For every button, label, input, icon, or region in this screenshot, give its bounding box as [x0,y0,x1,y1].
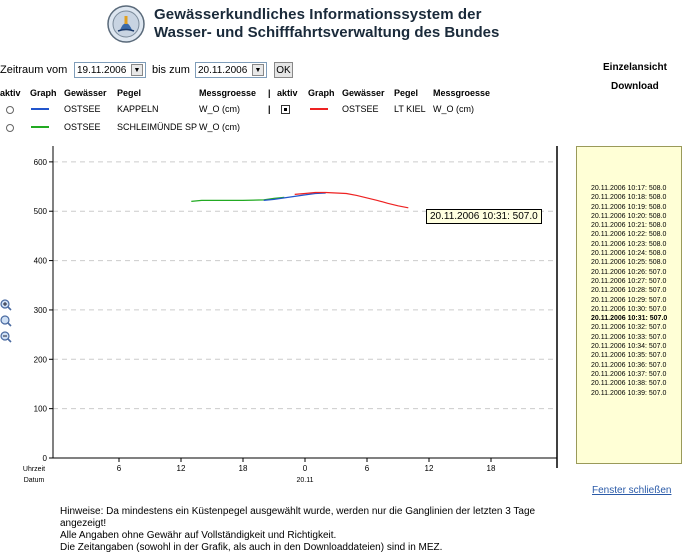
x-tick-label: 6 [116,464,122,473]
row-measure: W_O (cm) [199,122,240,132]
y-tick-label: 600 [33,157,47,167]
value-list-item: 20.11.2006 10:23: 508.0 [591,240,667,248]
y-tick-label: 0 [42,454,47,463]
value-list-item: 20.11.2006 10:29: 507.0 [591,296,667,304]
col-header-active-right: aktiv [277,88,298,98]
date-to-value: 20.11.2006 [198,64,248,76]
hint-line: Die Zeitangaben (sowohl in der Grafik, als auch in den Downloaddateien) sind in MEZ. [60,542,443,553]
value-list-item: 20.11.2006 10:34: 507.0 [591,343,667,351]
wsv-logo [106,4,146,44]
zoom-out-icon[interactable] [0,330,12,342]
hint-line: Hinweise: Da mindestens ein Küstenpegel ausgewählt wurde, werden nur die Ganglinien der letzten 3 Tage angezeigt! [60,506,536,529]
y-tick-label: 500 [33,207,47,217]
row-water: OSTSEE [64,104,101,114]
value-list-item: 20.11.2006 10:24: 508.0 [591,250,667,258]
row-measure: W_O (cm) [433,104,474,114]
col-header-water-right: Gewässer [342,88,385,98]
row-water: OSTSEE [64,122,101,132]
row-measure: W_O (cm) [199,104,240,114]
x-tick-label: 18 [486,464,496,473]
date-from-value: 19.11.2006 [77,64,127,76]
col-header-gauge: Pegel [117,88,142,98]
x-tick-label: 18 [238,464,248,473]
row-gauge: SCHLEIMÜNDE SP [117,122,198,132]
value-list-item: 20.11.2006 10:37: 507.0 [591,370,667,378]
page-title-line1: Gewässerkundliches Informationssystem der [154,6,482,23]
value-list-item: 20.11.2006 10:32: 507.0 [591,324,667,332]
value-list-item: 20.11.2006 10:17: 508.0 [591,185,667,192]
col-header-measure-right: Messgroesse [433,88,491,98]
col-header-water: Gewässer [64,88,107,98]
active-checkbox-lt-kiel[interactable] [281,105,290,114]
row-gauge: LT KIEL [394,104,426,114]
x-tick-label: 6 [364,464,370,473]
graph-swatch-kappeln [31,108,49,110]
chevron-down-icon: ▼ [252,64,264,76]
download-link[interactable]: Download [611,81,659,92]
x-date-label: 20.11 [296,477,314,484]
graph-swatch-lt-kiel [310,108,328,110]
y-tick-label: 100 [33,404,47,414]
row-water: OSTSEE [342,104,379,114]
graph-swatch-schleimuende [31,126,49,128]
period-to-label-text: bis zum [152,64,190,76]
y-tick-label: 200 [33,355,47,365]
table-separator: | [268,104,271,114]
value-list-item: 20.11.2006 10:39: 507.0 [591,389,667,397]
x-tick-label: 0 [302,464,308,473]
value-list-item: 20.11.2006 10:30: 507.0 [591,305,667,313]
zoom-reset-icon[interactable] [0,314,12,326]
y-tick-label: 300 [33,305,47,315]
wsv-emblem-icon [106,4,146,44]
ok-button[interactable]: OK [274,62,293,78]
series-line [295,193,409,208]
table-separator: | [268,88,271,98]
value-list-item: 20.11.2006 10:33: 507.0 [591,333,667,341]
chart-tooltip: 20.11.2006 10:31: 507.0 [426,209,542,224]
date-from-select[interactable] [74,62,146,78]
zoom-in-icon[interactable] [0,298,12,310]
value-list-item: 20.11.2006 10:21: 508.0 [591,222,667,230]
x-axis-label-date: Datum [23,477,45,484]
value-list-item: 20.11.2006 10:26: 507.0 [591,268,667,276]
row-gauge: KAPPELN [117,104,159,114]
value-list-item: 20.11.2006 10:38: 507.0 [591,380,667,388]
value-list-item: 20.11.2006 10:35: 507.0 [591,352,667,360]
active-radio-schleimuende[interactable] [6,124,14,132]
period-from-label: Zeitraum vom [0,64,68,76]
hint-line: Alle Angaben ohne Gewähr auf Vollständigkeit und Richtigkeit. [60,530,337,541]
value-list-item: 20.11.2006 10:27: 507.0 [591,277,667,285]
hints-block [60,506,560,554]
col-header-measure: Messgroesse [199,88,257,98]
water-level-chart[interactable] [0,140,570,492]
col-header-active: aktiv [0,88,21,98]
value-list-item: 20.11.2006 10:36: 507.0 [591,361,667,369]
value-list-item: 20.11.2006 10:18: 508.0 [591,194,667,202]
value-list-item: 20.11.2006 10:28: 507.0 [591,287,667,295]
close-window-link[interactable]: Fenster schließen [592,485,672,496]
x-tick-label: 12 [424,464,434,473]
col-header-graph-right: Graph [308,88,335,98]
value-list-item: 20.11.2006 10:19: 508.0 [591,203,667,211]
value-list-item: 20.11.2006 10:25: 508.0 [591,259,667,267]
value-list-item: 20.11.2006 10:31: 507.0 [591,315,668,323]
single-view-link[interactable]: Einzelansicht [603,62,667,73]
col-header-gauge-right: Pegel [394,88,419,98]
values-list [591,184,667,398]
col-header-graph: Graph [30,88,57,98]
date-to-select[interactable] [195,62,267,78]
value-list-item: 20.11.2006 10:22: 508.0 [591,231,667,239]
x-tick-label: 12 [176,464,186,473]
chevron-down-icon: ▼ [131,64,143,76]
values-panel [576,146,682,464]
x-axis-label-time: Uhrzeit [22,466,46,473]
y-tick-label: 400 [33,256,47,266]
page-title-line2: Wasser- und Schifffahrtsverwaltung des Bundes [154,24,500,41]
active-radio-kappeln[interactable] [6,106,14,114]
value-list-item: 20.11.2006 10:20: 508.0 [591,212,667,220]
